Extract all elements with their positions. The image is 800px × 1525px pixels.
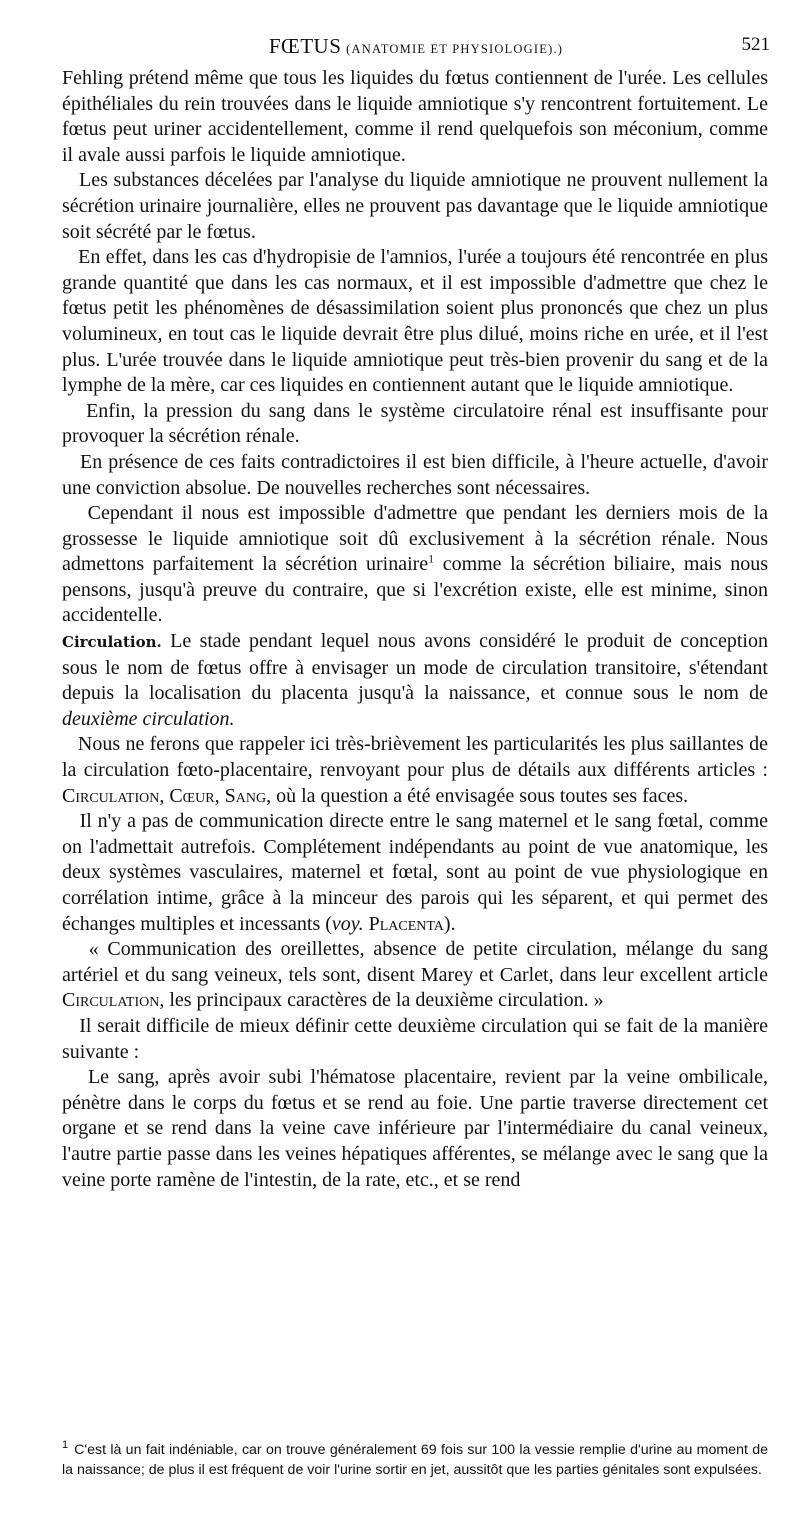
running-title-main: FŒTUS bbox=[268, 34, 342, 58]
running-title-sub: (ANATOMIE ET PHYSIOLOGIE).) bbox=[346, 42, 564, 56]
paragraph-text: Enfin, la pression du sang dans le système circulatoire rénal est insuffisante pour provoquer la sécrétion rénale. bbox=[62, 399, 768, 448]
paragraph-text: Nous ne ferons que rappeler ici très-brièvement les particularités les plus saillantes de la circulation fœto-placentaire, renvoyant pour plus de détails aux différents articles : bbox=[62, 733, 768, 782]
paragraph-text: Le sang, après avoir subi l'hématose placentaire, revient par la veine ombilicale, pénètre dans le corps du fœtus et se rend au foie. Une partie traverse directement cet organe et se rend dans la veine cave inférieure par l'intermédiaire du canal veineux, l'autre partie passe dans les veines hépatiques afférentes, se mélange avec le sang que la veine porte ramène de l'intestin, de la rate, etc., et se rend bbox=[62, 1066, 769, 1191]
paragraph bbox=[62, 450, 768, 501]
paragraph bbox=[62, 732, 768, 809]
paragraph bbox=[62, 1014, 768, 1065]
paragraph-text: Fehling prétend même que tous les liquides du fœtus contiennent de l'urée. Les cellules épithéliales du rein trouvées dans le liquide amniotique s'y rencontrent fortuitement. Le fœtus peut uriner accidentellement, comme il rend quelquefois son méconium, comme il avale aussi parfois le liquide amniotique. bbox=[62, 67, 768, 166]
cross-reference: Circulation bbox=[62, 784, 160, 807]
paragraph-text: comme la sécrétion biliaire, mais nous pensons, jusqu'à preuve du contraire, que si l'excrétion existe, elle est minime, sinon accidentelle. bbox=[62, 553, 768, 627]
paragraph-text: , les principaux caractères de la deuxième circulation. » bbox=[159, 989, 604, 1012]
paragraph bbox=[62, 501, 768, 629]
section-heading-circulation: Circulation. bbox=[62, 633, 162, 652]
emphasis: voy. bbox=[331, 912, 364, 935]
paragraph bbox=[62, 937, 768, 1014]
running-title bbox=[62, 34, 770, 59]
page-number: 521 bbox=[741, 34, 770, 55]
cross-reference: Sang bbox=[224, 784, 267, 807]
footnote-ref[interactable]: 1 bbox=[428, 551, 435, 566]
footnote-number: 1 bbox=[62, 1439, 69, 1452]
footnote-text: C'est là un fait indéniable, car on trouve généralement 69 fois sur 100 la vessie remplie d'urine au moment de la naissance; de plus il est fréquent de voir l'urine sortir en jet, aussitôt que les parties génitales sont expulsées. bbox=[62, 1442, 768, 1478]
running-header bbox=[62, 34, 770, 58]
paragraph bbox=[62, 399, 768, 450]
paragraph-text: , où la question a été envisagée sous toutes ses faces. bbox=[266, 784, 689, 807]
separator: , bbox=[214, 784, 225, 807]
paragraph-text: ). bbox=[443, 912, 456, 935]
paragraph-text: Les substances décelées par l'analyse du liquide amniotique ne prouvent nullement la sécrétion urinaire journalière, elles ne prouvent pas davantage que le liquide amniotique soit sécrété par le fœtus. bbox=[62, 169, 769, 243]
cross-reference: Placenta bbox=[368, 912, 444, 935]
cross-reference: Circulation bbox=[62, 989, 160, 1012]
paragraph bbox=[62, 809, 768, 937]
paragraph bbox=[62, 66, 768, 168]
paragraph bbox=[62, 245, 768, 399]
paragraph-text: « Communication des oreillettes, absence de petite circulation, mélange du sang artériel et du sang veineux, tels sont, disent Marey et Carlet, dans leur excellent article bbox=[62, 938, 768, 986]
cross-reference: Cœur bbox=[169, 784, 215, 807]
paragraph-text: En effet, dans les cas d'hydropisie de l'amnios, l'urée a toujours été rencontrée en plus grande quantité que dans les cas normaux, et il est impossible d'admettre que chez le fœtus petit les phénomènes de désassimilation soient plus prononcés que chez un plus volumineux, en tout cas le liquide devrait être plus dilué, moins riche en urée, et il l'est plus. L'urée trouvée dans le liquide amniotique peut très-bien provenir du sang et de la lymphe de la mère, car ces liquides en contiennent autant que le liquide amniotique. bbox=[62, 246, 769, 397]
paragraph-text: Il serait difficile de mieux définir cette deuxième circulation qui se fait de la manière suivante : bbox=[62, 1014, 769, 1063]
paragraph-text: Il n'y a pas de communication directe entre le sang maternel et le sang fœtal, comme on l'admettait autrefois. Complétement indépendants au point de vue anatomique, les deux systèmes vasculaires, maternel et fœtal, sont au point de vue physiologique en corrélation intime, grâce à la minceur des parois qui les séparent, et qui permet des échanges multiples et incessants ( bbox=[62, 810, 768, 935]
paragraph-text: Cependant il nous est impossible d'admettre que pendant les derniers mois de la grossesse le liquide amniotique soit dû exclusivement à la sécrétion rénale. Nous admettons parfaitement la sécrétion urinaire bbox=[62, 502, 769, 576]
separator: , bbox=[159, 784, 170, 807]
paragraph bbox=[62, 1065, 768, 1193]
body-text bbox=[62, 66, 768, 1193]
emphasis: deuxième circulation. bbox=[62, 707, 235, 730]
paragraph bbox=[62, 168, 768, 245]
paragraph-text: En présence de ces faits contradictoires il est bien difficile, à l'heure actuelle, d'avoir une conviction absolue. De nouvelles recherches sont nécessaires. bbox=[62, 450, 769, 499]
paragraph-circulation bbox=[62, 629, 768, 732]
paragraph-text: Le stade pendant lequel nous avons considéré le produit de conception sous le nom de fœtus offre à envisager un mode de circulation transitoire, s'étendant depuis la localisation du placenta jusqu'à la naissance, et connue sous le nom de bbox=[62, 630, 768, 705]
footnote bbox=[62, 1440, 768, 1480]
